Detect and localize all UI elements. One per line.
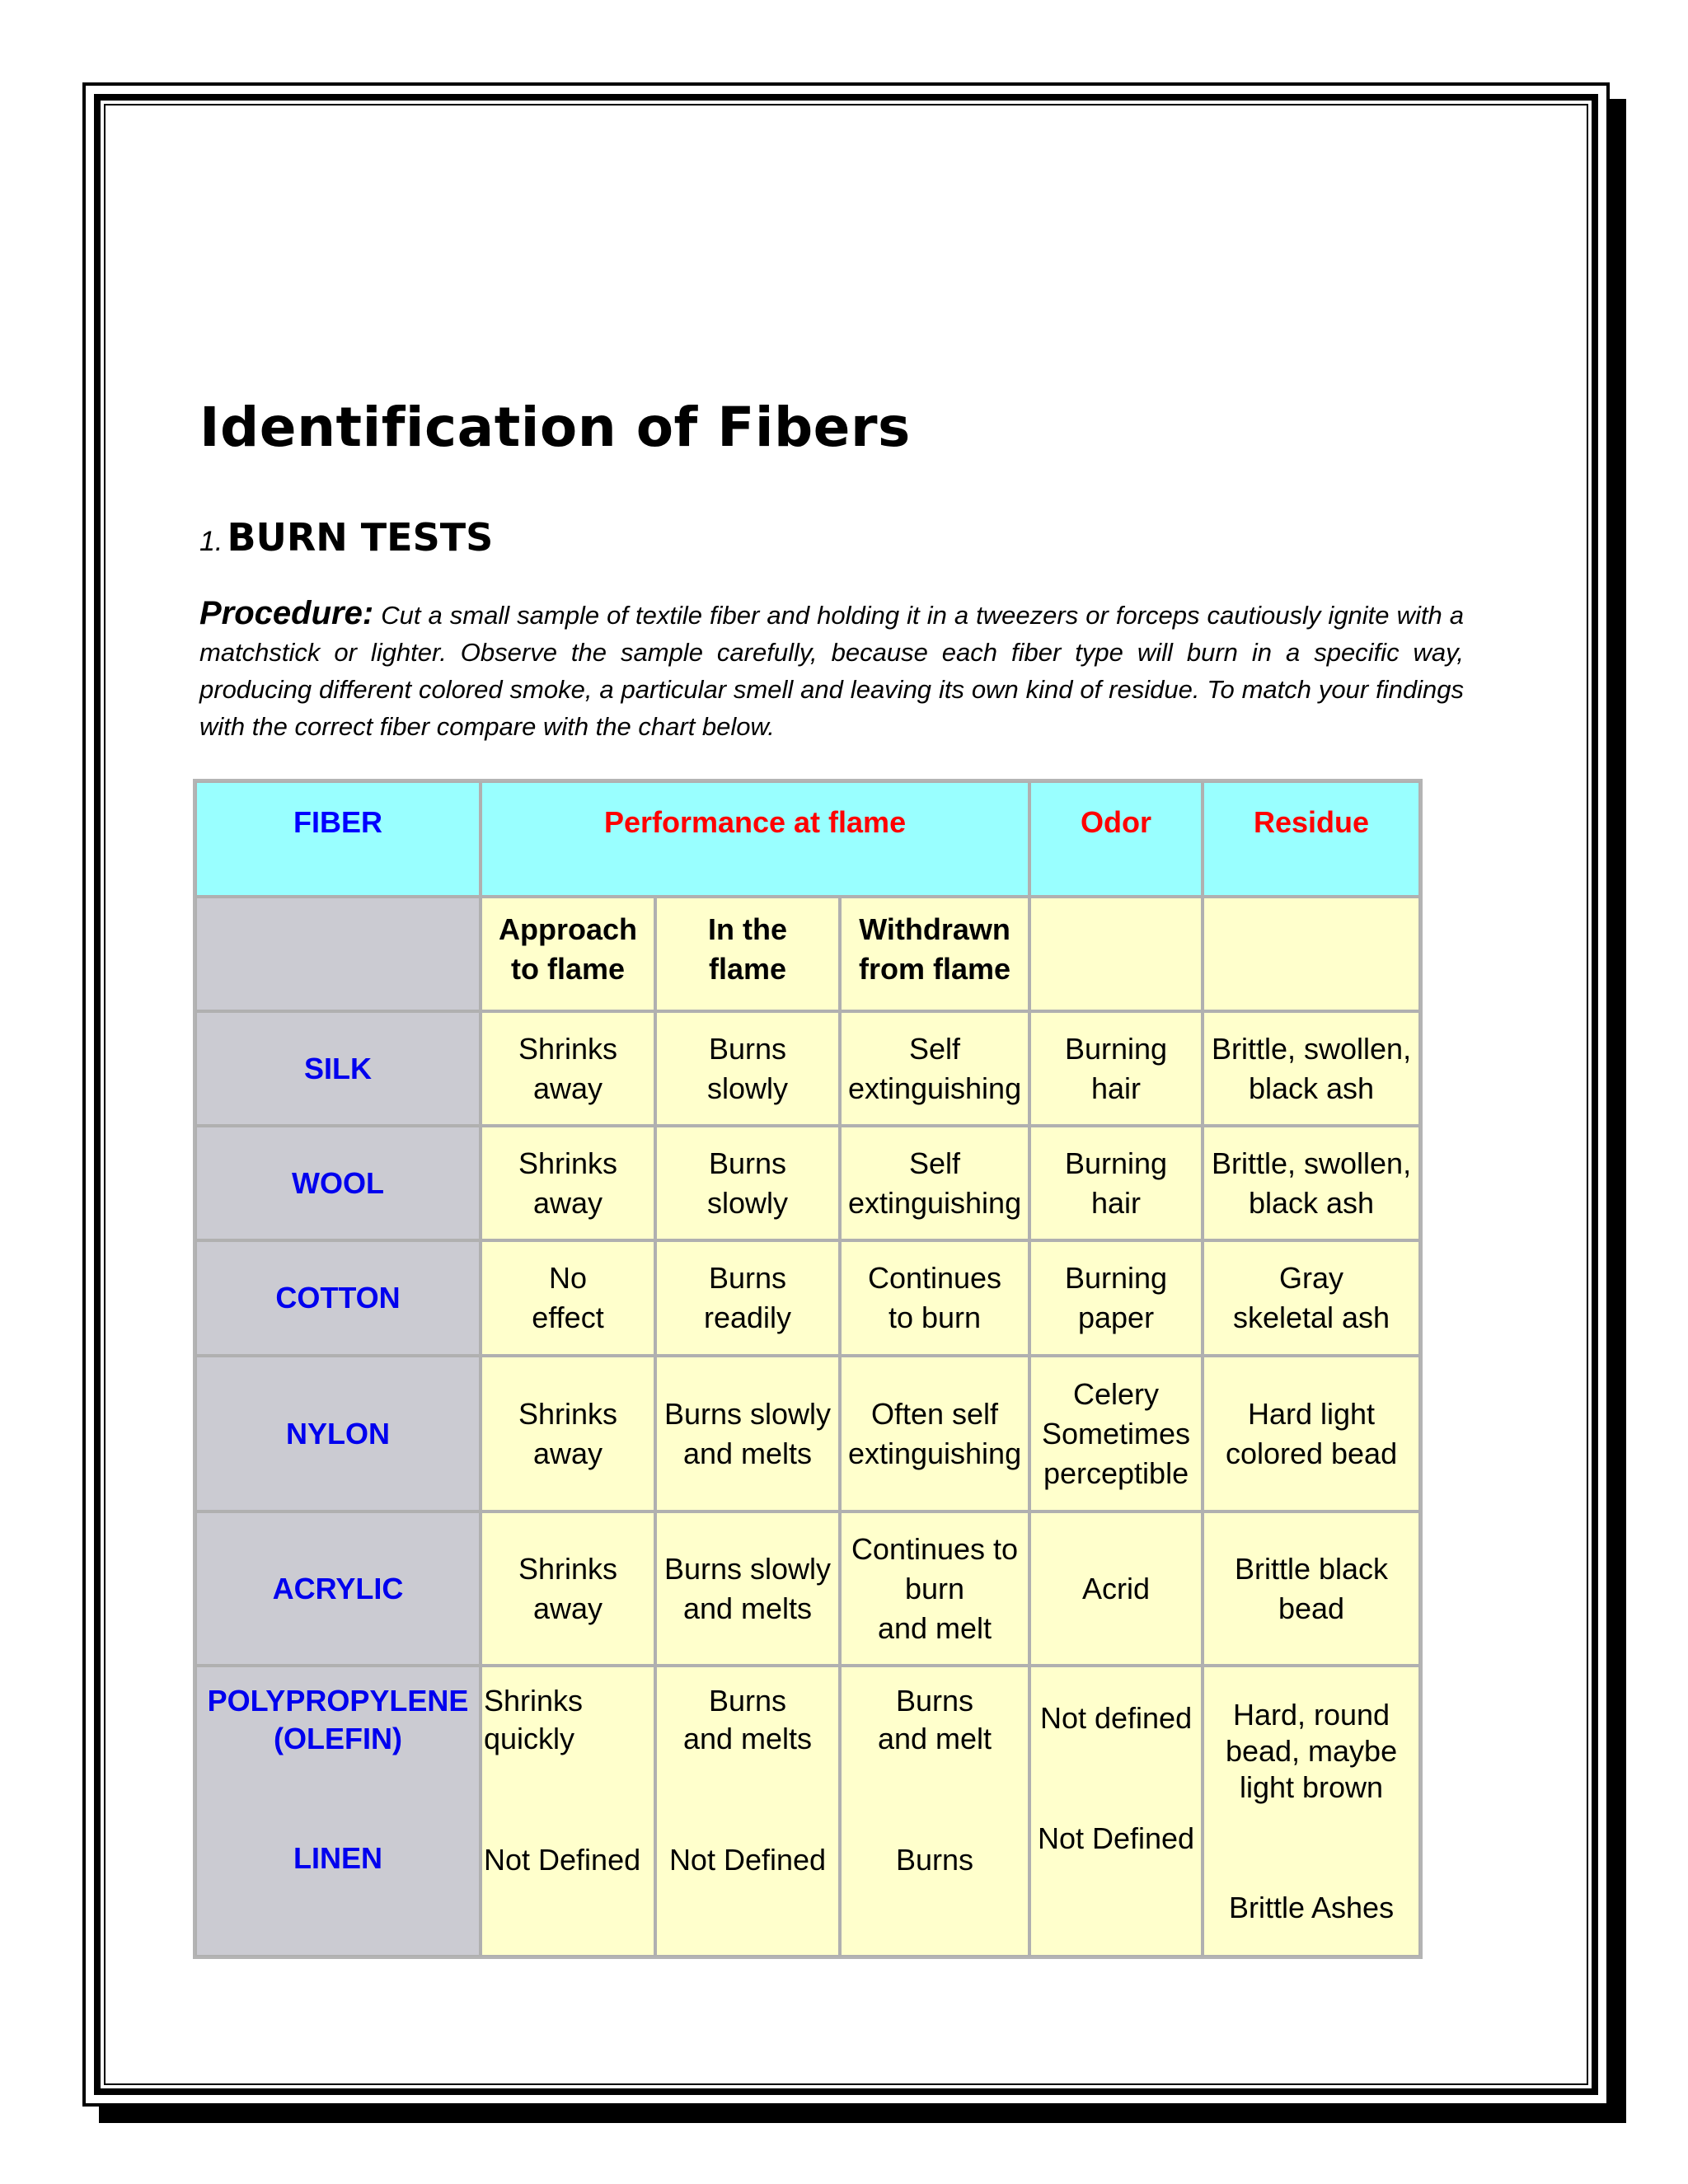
- approach-cell: [481, 1511, 655, 1666]
- odor-cell: [1029, 1240, 1203, 1356]
- text-line: Self: [908, 1146, 961, 1180]
- withdrawn-cell: [840, 1240, 1029, 1356]
- subheader-approach-lines: [482, 910, 654, 989]
- text-line: colored bead: [1225, 1436, 1398, 1470]
- text-line: to burn: [888, 1301, 982, 1334]
- section-title: BURN TESTS: [227, 515, 494, 560]
- table-row: [195, 1240, 1420, 1356]
- text-line: away: [532, 1591, 603, 1625]
- text-line: slowly: [706, 1185, 788, 1220]
- in-flame-cell: [655, 1240, 840, 1356]
- withdrawn-cell: [840, 1011, 1029, 1126]
- text-line: Burns: [708, 1031, 787, 1066]
- approach-cell: [481, 1356, 655, 1511]
- text-line: and melts: [682, 1591, 813, 1625]
- withdrawn-cell: [840, 1356, 1029, 1511]
- text-line: Burns slowly: [663, 1551, 832, 1586]
- in-flame-linen: Not Defined: [668, 1843, 827, 1877]
- text-line: Continues: [867, 1261, 1002, 1295]
- text-line: Burns: [895, 1684, 974, 1718]
- in-flame-cell: [655, 1356, 840, 1511]
- procedure-paragraph: [199, 595, 1464, 745]
- withdrawn-polypropylene: [842, 1667, 1028, 1758]
- fiber-name: SILK: [195, 1011, 481, 1126]
- text-line: away: [532, 1071, 603, 1105]
- text-line: Gray: [1279, 1261, 1344, 1295]
- text-line: Withdrawn: [859, 912, 1010, 946]
- text-line: and melt: [877, 1722, 992, 1755]
- text-line: In the: [708, 912, 787, 946]
- text-line: Brittle black: [1234, 1551, 1389, 1586]
- subheader-approach: [481, 897, 655, 1011]
- subheader-odor-blank: [1029, 897, 1203, 1011]
- text-line: Burns: [708, 1146, 787, 1180]
- text-line: from flame: [858, 952, 1011, 986]
- residue-cell: [1203, 1011, 1420, 1126]
- odor-cell: [1029, 1511, 1203, 1666]
- withdrawn-linen: Burns: [895, 1843, 974, 1877]
- text-line: (OLEFIN): [274, 1722, 402, 1755]
- odor-cell: [1029, 1011, 1203, 1126]
- table-row: [195, 1126, 1420, 1240]
- procedure-text: Cut a small sample of textile fiber and holding it in a tweezers or forceps cautiously ignite with a matchstick or lighter. Observe the sample carefully, because each fiber type will burn in a specific way, producing different colored smoke, a particular smell and leaving its own kind of residue. To match your findings with the correct fiber compare with the chart below.: [199, 601, 1464, 741]
- text-line: Sometimes: [1042, 1416, 1191, 1451]
- table-row: [195, 1356, 1420, 1511]
- text-line: skeletal ash: [1232, 1301, 1390, 1334]
- text-line: Shrinks: [518, 1146, 618, 1180]
- residue-cell: [1203, 1356, 1420, 1511]
- residue-linen: Brittle Ashes: [1228, 1891, 1395, 1924]
- table-row: [195, 1511, 1420, 1666]
- in-flame-polypropylene: [657, 1667, 838, 1758]
- text-line: Often self: [870, 1396, 999, 1431]
- text-line: burn: [904, 1571, 965, 1605]
- text-line: effect: [532, 1301, 604, 1334]
- section-number: 1.: [199, 526, 223, 557]
- approach-cell: [481, 1126, 655, 1240]
- text-line: extinguishing: [847, 1071, 1022, 1105]
- fiber-name: WOOL: [195, 1126, 481, 1240]
- odor-cell: [1029, 1356, 1203, 1511]
- text-line: Shrinks: [484, 1684, 584, 1718]
- odor-cell: [1029, 1666, 1203, 1957]
- in-flame-cell: [655, 1126, 840, 1240]
- text-line: Burning: [1064, 1031, 1168, 1066]
- residue-cell: [1203, 1511, 1420, 1666]
- text-line: Burns slowly: [663, 1396, 832, 1431]
- approach-cell: [481, 1240, 655, 1356]
- subheader-fiber-blank: [195, 897, 481, 1011]
- odor-linen: Not Defined: [1037, 1821, 1195, 1855]
- text-line: slowly: [706, 1071, 788, 1105]
- residue-cell: [1203, 1240, 1420, 1356]
- text-line: No: [548, 1261, 588, 1295]
- text-line: Self: [908, 1031, 961, 1066]
- text-line: POLYPROPYLENE: [207, 1684, 469, 1718]
- text-line: bead, maybe: [1225, 1734, 1398, 1768]
- text-line: and melt: [877, 1610, 992, 1645]
- text-line: light brown: [1239, 1770, 1384, 1804]
- text-line: Shrinks: [518, 1551, 618, 1586]
- approach-cell: [481, 1011, 655, 1126]
- in-flame-cell: [655, 1011, 840, 1126]
- fiber-name-pair: [195, 1666, 481, 1957]
- section-heading: [199, 515, 493, 560]
- header-performance: Performance at flame: [481, 781, 1029, 897]
- odor-cell: [1029, 1126, 1203, 1240]
- odor-polypropylene: Not defined: [1039, 1701, 1193, 1735]
- text-line: Acrid: [1082, 1571, 1151, 1605]
- residue-cell: [1203, 1126, 1420, 1240]
- fiber-linen: LINEN: [293, 1841, 382, 1875]
- header-residue: Residue: [1203, 781, 1420, 897]
- fiber-name: ACRYLIC: [195, 1511, 481, 1666]
- text-line: and melts: [682, 1722, 813, 1755]
- header-row: [195, 781, 1420, 897]
- text-line: to flame: [510, 952, 626, 986]
- header-odor: Odor: [1029, 781, 1203, 897]
- procedure-label: Procedure:: [199, 595, 374, 631]
- text-line: hair: [1091, 1071, 1142, 1105]
- text-line: extinguishing: [847, 1436, 1022, 1470]
- residue-polypropylene: [1204, 1667, 1418, 1806]
- burn-test-table: [193, 779, 1423, 1959]
- in-flame-cell: [655, 1666, 840, 1957]
- subheader-residue-blank: [1203, 897, 1420, 1011]
- text-line: Continues to: [851, 1531, 1019, 1566]
- fiber-name: COTTON: [195, 1240, 481, 1356]
- text-line: Brittle, swollen,: [1211, 1031, 1412, 1066]
- text-line: perceptible: [1043, 1455, 1189, 1490]
- text-line: and melts: [682, 1436, 813, 1470]
- text-line: hair: [1091, 1185, 1142, 1220]
- page-title: Identification of Fibers: [199, 396, 911, 459]
- withdrawn-cell: [840, 1511, 1029, 1666]
- text-line: paper: [1077, 1301, 1155, 1334]
- fiber-polypropylene: [197, 1667, 479, 1758]
- text-line: Approach: [498, 912, 637, 946]
- in-flame-cell: [655, 1511, 840, 1666]
- text-line: Shrinks: [518, 1396, 618, 1431]
- header-fiber: FIBER: [195, 781, 481, 897]
- text-line: black ash: [1248, 1071, 1375, 1105]
- text-line: black ash: [1248, 1185, 1375, 1220]
- text-line: away: [532, 1185, 603, 1220]
- text-line: Celery: [1073, 1376, 1160, 1411]
- approach-cell: [481, 1666, 655, 1957]
- text-line: Brittle, swollen,: [1211, 1146, 1412, 1180]
- text-line: Burns: [708, 1261, 787, 1295]
- residue-cell: [1203, 1666, 1420, 1957]
- subheader-withdrawn: [840, 897, 1029, 1011]
- text-line: extinguishing: [847, 1185, 1022, 1220]
- text-line: Burning: [1064, 1146, 1168, 1180]
- fiber-name: NYLON: [195, 1356, 481, 1511]
- text-line: away: [532, 1436, 603, 1470]
- text-line: Burning: [1064, 1261, 1168, 1295]
- subheader-in-flame: [655, 897, 840, 1011]
- text-line: readily: [703, 1301, 792, 1334]
- table-row-polypropylene-linen: [195, 1666, 1420, 1957]
- text-line: Hard light: [1247, 1396, 1376, 1431]
- withdrawn-cell: [840, 1126, 1029, 1240]
- text-line: Shrinks: [518, 1031, 618, 1066]
- approach-linen: Not Defined: [484, 1843, 641, 1877]
- table-row: [195, 1011, 1420, 1126]
- text-line: Hard, round: [1232, 1698, 1390, 1732]
- subheader-in-flame-lines: [657, 910, 838, 989]
- text-line: quickly: [484, 1722, 575, 1755]
- text-line: flame: [708, 952, 787, 986]
- subheader-withdrawn-lines: [842, 910, 1028, 989]
- text-line: bead: [1278, 1591, 1345, 1625]
- subheader-row: [195, 897, 1420, 1011]
- text-line: Burns: [708, 1684, 787, 1718]
- withdrawn-cell: [840, 1666, 1029, 1957]
- approach-polypropylene: [482, 1667, 654, 1758]
